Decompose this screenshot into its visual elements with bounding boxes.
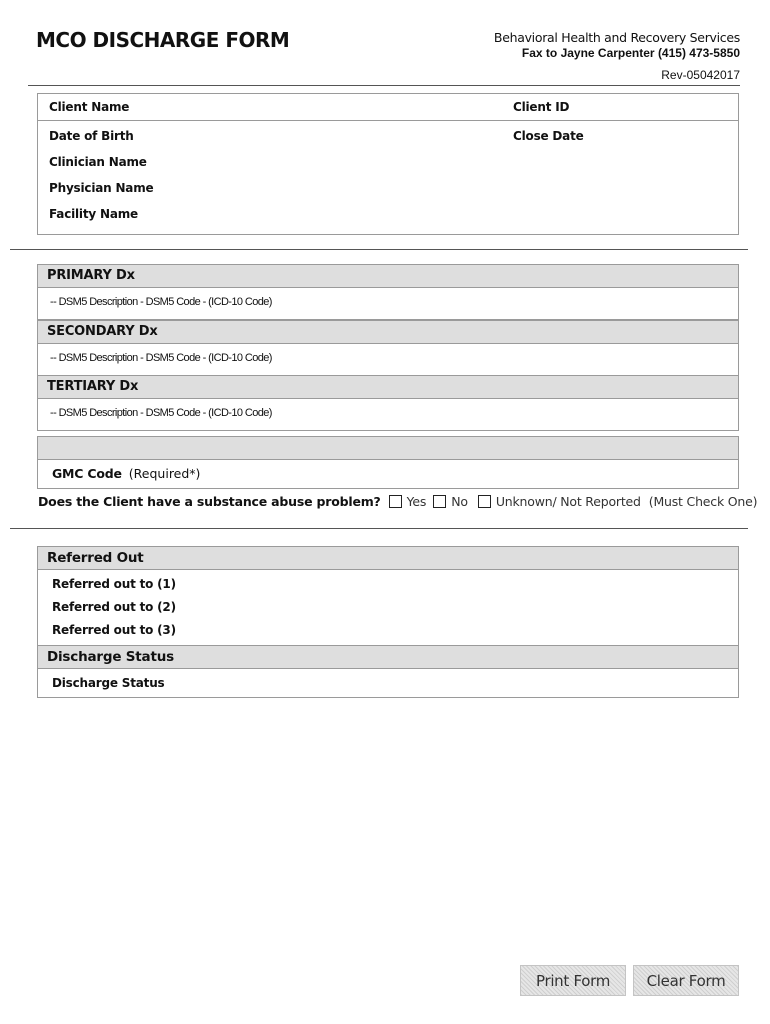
no-checkbox[interactable] [433,495,446,508]
gmc-code-field[interactable] [52,466,200,481]
tertiary-dx-heading: TERTIARY Dx [37,375,739,399]
header-divider [28,85,740,86]
print-form-button[interactable]: Print Form [520,965,626,996]
referred-out-heading: Referred Out [37,546,739,570]
discharge-status-heading: Discharge Status [37,645,739,669]
referred-out-1-field[interactable]: Referred out to (1) [52,577,176,591]
unknown-label: Unknown/ Not Reported [495,494,641,509]
client-name-field[interactable]: Client Name [49,100,130,114]
primary-dx-heading: PRIMARY Dx [37,264,739,288]
facility-name-field[interactable]: Facility Name [49,207,138,221]
tertiary-dx-row [37,399,739,431]
gmc-required-note: (Required*) [128,466,201,481]
tertiary-dx-select[interactable]: -- DSM5 Description - DSM5 Code - (ICD-10 Code) [50,407,272,419]
no-label: No [451,494,468,509]
yes-label: Yes [406,494,427,509]
yes-checkbox[interactable] [389,495,402,508]
organization-name: Behavioral Health and Recovery Services [493,30,740,45]
form-title: MCO DISCHARGE FORM [36,28,290,52]
gmc-code-label: GMC Code [52,466,122,481]
primary-dx-row [37,288,739,320]
secondary-dx-heading: SECONDARY Dx [37,320,739,344]
primary-dx-select[interactable]: -- DSM5 Description - DSM5 Code - (ICD-10 Code) [50,296,272,308]
gmc-heading-bar [37,436,739,460]
must-check-one-note: (Must Check One) [648,494,758,509]
physician-name-field[interactable]: Physician Name [49,181,154,195]
fax-line: Fax to Jayne Carpenter (415) 473-5850 [521,46,740,60]
gmc-row[interactable] [37,460,739,489]
close-date-field[interactable]: Close Date [513,129,584,143]
revision-label: Rev-05042017 [661,68,740,82]
secondary-dx-row [37,344,739,376]
unknown-checkbox[interactable] [478,495,491,508]
substance-abuse-row [38,494,757,509]
discharge-status-field[interactable]: Discharge Status [52,676,165,690]
clear-form-button[interactable]: Clear Form [633,965,739,996]
substance-abuse-question: Does the Client have a substance abuse problem? [38,494,381,509]
client-id-field[interactable]: Client ID [513,100,570,114]
client-info-first-row [37,93,739,121]
section-divider-1 [10,249,748,250]
date-of-birth-field[interactable]: Date of Birth [49,129,134,143]
clinician-name-field[interactable]: Clinician Name [49,155,147,169]
secondary-dx-select[interactable]: -- DSM5 Description - DSM5 Code - (ICD-10 Code) [50,352,272,364]
referred-out-3-field[interactable]: Referred out to (3) [52,623,176,637]
referred-out-2-field[interactable]: Referred out to (2) [52,600,176,614]
section-divider-2 [10,528,748,529]
